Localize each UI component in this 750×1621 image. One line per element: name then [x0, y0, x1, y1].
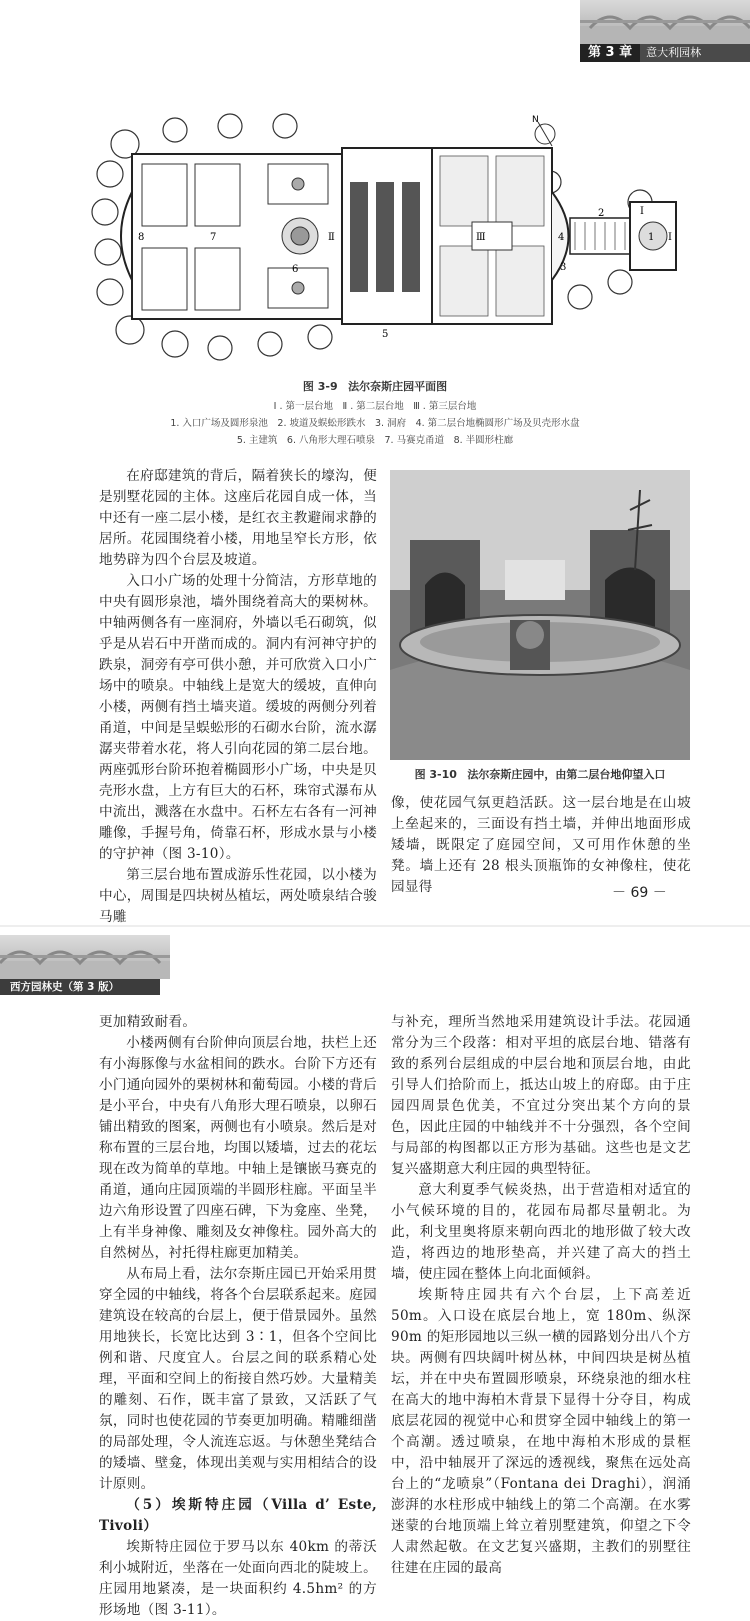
- paragraph: 埃斯特庄园共有六个台层，上下高差近 50m。入口设在底层台地上，宽 180m、纵深 90m 的矩形园地以三纵一横的园路划分出八个方块。两侧有四块阔叶树丛林，中间四块是树丛植坛，并在中央布置圆形喷泉，环绕泉池的细水柱在高大的地中海柏木背景下显得十分夺目，构成底层花园的视觉中心和贯穿全园中轴线上的第一个高潮。透过喷泉，在地中海柏木形成的景框中，沿中轴展开了深远的透视线，聚焦在远处高台上的“龙喷泉”（Fontana dei Draghi），润涌澎湃的水柱形成中轴线上的第二个高潮。在水雾迷蒙的台地顶端上耸立着別墅建筑，仰望之下令人肃然起敬。在文艺复兴盛期，主教们的别墅往往建在庄园的最高: [391, 1287, 691, 1576]
- chapter-bar: [580, 44, 750, 62]
- farnese-plan-figure: [80, 112, 678, 362]
- plan-label-4: 4: [558, 232, 565, 243]
- legend-line-3: 5. 主建筑 6. 八角形大理石喷泉 7. 马赛克甬道 8. 半圆形柱廊: [236, 435, 514, 446]
- plan-label-1: 1: [648, 232, 655, 243]
- plan-label-north: N: [532, 115, 539, 125]
- paragraph: 像，使花园气氛更趋活跃。这一层台地是在山坡上垒起来的，三面设有挡土墙，并伸出地面形成矮墙，既限定了庭园空间，又可用作休憩的坐凳。墙上还有 28 根头顶瓶饰的女神像柱，使花园显得: [391, 795, 691, 895]
- plan-label-8: 8: [138, 232, 145, 243]
- legend-line-2: 1. 入口广场及圆形泉池 2. 坡道及蜈蚣形跌水 3. 洞府 4. 第二层台地椭圆形广场及贝壳形水盘: [170, 418, 580, 429]
- plan-label-II: Ⅱ: [328, 232, 335, 243]
- chapter-header: [580, 0, 750, 62]
- book-title-bar: 西方园林史（第 3 版）: [0, 979, 160, 995]
- figure-3-10-title: 法尔奈斯庄园中，由第二层台地仰望入口: [467, 768, 666, 781]
- figure-3-9-legend: [0, 398, 750, 449]
- figure-3-9-title: 法尔奈斯庄园平面图: [348, 380, 448, 393]
- paragraph: 与补充，理所当然地采用建筑设计手法。花园通常分为三个段落：相对平坦的底层台地、错落有致的系列台层组成的中层台地和顶层台地，由此引导人们拾阶而上，抵达山坡上的府邸。由于庄园四周景色优美，不宜过分突出某个方向的景色，因此庄园的中轴线并不十分强烈，各个空间与局部的构图都以正方形为基础。这些也是文艺复兴盛期意大利庄园的典型特征。: [391, 1014, 691, 1177]
- page-number: － 69 －: [612, 885, 667, 901]
- paragraph: 小楼两侧有台阶伸向顶层台地，扶栏上还有小海豚像与水盆相间的跌水。台阶下方还有小门通向园外的栗树林和葡萄园。小楼的背后是小平台，中央有八角形大理石喷泉，以卵石铺出精致的图案，两侧也有小喷泉。然后是对称布置的三层台地，均围以矮墙，过去的花坛现在改为简单的草地。中轴上是镶嵌马赛克的甬道，通向庄园顶端的半圆形柱廊。平面呈半边六角形设置了四座石碑，下为龛座、坐凳，上有半身神像、雕刻及女神像柱。园外高大的自然树丛，衬托得柱廊更加精美。: [99, 1035, 377, 1261]
- plan-label-7: 7: [210, 232, 217, 243]
- page2-right-column: [391, 1012, 691, 1576]
- plan-label-I-right: Ⅰ: [668, 232, 672, 243]
- paragraph: 更加精致耐看。: [99, 1014, 197, 1030]
- legend-line-1: Ⅰ . 第一层台地 Ⅱ . 第二层台地 Ⅲ . 第三层台地: [273, 401, 477, 412]
- paragraph: 入口小广场的处理十分简洁，方形草地的中央有圆形泉池，墙外围绕着高大的栗树林。中轴两侧各有一座洞府，外墙以毛石砌筑，似乎是从岩石中开凿而成的。洞内有河神守护的跌泉，洞旁有亭可供小憩，并可欣赏入口小广场中的喷泉。中轴线上是宽大的缓坡，直伸向小楼，两侧有挡土墙夹道。缓坡的两侧分列着甬道，中间是呈蜈蚣形的石砌水台阶，流水潺潺夹带着水花，将人引向花园的第二层台地。两座弧形台阶环抱着椭圆形小广场，中央是贝壳形水盘，上方有巨大的石杯，珠帘式瀑布从中流出，溅落在水盘中。石杯左右各有一河神雕像，手握号角，倚靠石杯，形成水景与小楼的守护神（图 3-10）。: [99, 573, 377, 862]
- plan-label-5: 5: [382, 329, 389, 340]
- page2-left-column: [99, 1012, 377, 1621]
- chapter-number: 第 3 章: [580, 44, 640, 62]
- paragraph: 意大利夏季气候炎热，出于营造相对适宜的小气候环境的目的，花园布局都尽量朝北。为此，利戈里奥将原来朝向西北的地形做了较大改造，将西边的地形垫高，并兴建了高大的挡土墙，使庄园在整体上向北面倾斜。: [391, 1182, 691, 1282]
- header-bridge-photo: [0, 935, 170, 979]
- paragraph: 从布局上看，法尔奈斯庄园已开始采用贯穿全园的中轴线，将各个台层联系起来。庭园建筑设在较高的台层上，便于借景园外。虽然用地狭长，长宽比达到 3∶1，但各个空间比例和谐、尺度宜人。台层之间的联系精心处理，平面和空间上的衔接自然巧妙。大量精美的雕刻、石作，既丰富了景致，又活跃了气氛，同时也使花园的节奏更加明确。精雕细凿的局部处理，令人流连忘返。与休憩坐凳结合的矮墙、壁龛，体现出美观与实用相结合的设计原则。: [99, 1266, 377, 1492]
- book-header: [0, 935, 170, 995]
- figure-3-10-number: 图 3-10: [414, 768, 457, 781]
- plan-label-3: 3: [560, 262, 567, 273]
- header-bridge-photo: [580, 0, 750, 44]
- figure-3-9-caption: [0, 378, 750, 394]
- page1-left-column: [99, 466, 377, 928]
- plan-label-2: 2: [598, 208, 605, 219]
- figure-3-10-caption: [390, 766, 690, 782]
- chapter-title: 意大利园林: [646, 46, 702, 59]
- paragraph: 在府邸建筑的背后，隔着狭长的壕沟，便是别墅花园的主体。这座后花园自成一体，当中还有一座二层小楼，是红衣主教避闹求静的居所。花园围绕着小楼，用地呈窄长方形，依地势辟为四个台层及坡道。: [99, 468, 377, 568]
- figure-3-9-number: 图 3-9: [302, 380, 338, 393]
- plan-label-I: Ⅰ: [640, 206, 644, 217]
- page-separator: [0, 925, 750, 927]
- paragraph: 埃斯特庄园位于罗马以东 40km 的蒂沃利小城附近，坐落在一处面向西北的陡坡上。庄园用地紧凑，是一块面积约 4.5hm² 的方形场地（图 3-11）。: [99, 1539, 377, 1618]
- farnese-entrance-photo: [390, 470, 690, 760]
- plan-label-6: 6: [292, 264, 299, 275]
- paragraph: 第三层台地布置成游乐性花园，以小楼为中心，周围是四块树丛植坛，两处喷泉结合骏马雕: [99, 867, 377, 925]
- section-heading: （5）埃斯特庄园（Villa d’ Este, Tivoli）: [99, 1497, 377, 1534]
- plan-label-III: Ⅲ: [476, 232, 486, 243]
